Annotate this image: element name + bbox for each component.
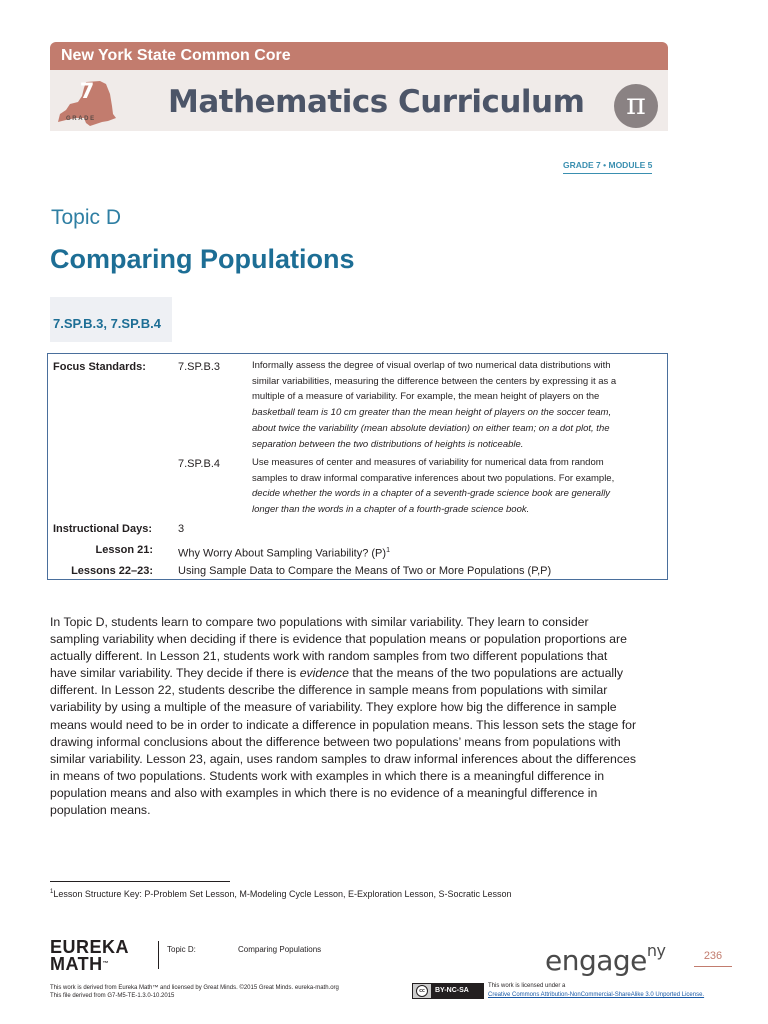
standard-description bbox=[252, 358, 662, 452]
footnote-mark: 1 bbox=[50, 889, 54, 895]
footer-divider bbox=[158, 941, 159, 969]
paragraph-line: population means. bbox=[50, 803, 151, 818]
instructional-days-label: Instructional Days: bbox=[53, 523, 153, 535]
logo-word: engage bbox=[545, 944, 647, 977]
paragraph-line: drawing informal conclusions about the difference between two populations’ means from populations with bbox=[50, 734, 621, 749]
grade-word: GRADE bbox=[66, 116, 96, 122]
desc-line: samples to draw informal comparative inferences about two populations. For example, bbox=[252, 472, 615, 484]
file-notice: This file derived from G7-M5-TE-1.3.0-10.2015 bbox=[50, 993, 175, 999]
logo-line bbox=[50, 956, 129, 973]
desc-line: similar variabilities, measuring the difference between the centers by expressing it as a bbox=[252, 375, 617, 387]
paragraph-line: have similar variability. They decide if there is evidence that the means of the two populations are actually bbox=[50, 666, 624, 681]
desc-line: longer than the words in a chapter of a fourth-grade science book. bbox=[252, 504, 530, 516]
engageny-logo bbox=[545, 940, 666, 977]
topic-title: Comparing Populations bbox=[50, 244, 355, 274]
instructional-days-value: 3 bbox=[178, 523, 185, 535]
footnote-ref: 1 bbox=[386, 547, 390, 554]
footnote bbox=[50, 889, 512, 899]
page-number: 236 bbox=[694, 950, 732, 967]
paragraph-line: means would need to be in order to indicate a difference in population means. This lesson sets the stage for bbox=[50, 717, 637, 732]
pi-icon: π bbox=[614, 84, 658, 128]
header-banner bbox=[50, 42, 668, 70]
logo-line: EUREKA bbox=[50, 937, 130, 957]
desc-line: decide whether the words in a chapter of a seventh-grade science book are generally bbox=[252, 488, 611, 500]
paragraph-line: in means of two populations. Students work with examples in which there is a meaningful difference in bbox=[50, 768, 605, 783]
topic-label: Topic D bbox=[51, 206, 122, 229]
focus-standards-table bbox=[47, 353, 668, 580]
lesson-label: Lessons 22–23: bbox=[71, 565, 153, 577]
desc-line: separation between the two distributions of heights is noticeable. bbox=[252, 438, 524, 450]
logo-sup: ny bbox=[646, 940, 666, 960]
footnote-text: Lesson Structure Key: P-Problem Set Lesson, M-Modeling Cycle Lesson, E-Exploration Lesson, S-Socratic Lesson bbox=[53, 889, 512, 899]
banner-title: New York State Common Core bbox=[61, 47, 291, 64]
topic-overview-paragraph bbox=[50, 614, 666, 819]
paragraph-line: different. In Lesson 22, students describe the difference in sample means from populations with similar bbox=[50, 683, 608, 698]
standard-code: 7.SP.B.4 bbox=[178, 458, 220, 470]
paragraph-line: sampling variability when deciding if there is evidence that population means or population proportions are bbox=[50, 632, 627, 647]
lesson-label: Lesson 21: bbox=[95, 544, 153, 556]
module-label: GRADE 7 • MODULE 5 bbox=[563, 160, 652, 174]
cc-badge-text: BY-NC-SA bbox=[431, 984, 483, 998]
footer-topic-title: Comparing Populations bbox=[238, 945, 322, 954]
lesson-title: Using Sample Data to Compare the Means of Two or More Populations (P,P) bbox=[178, 565, 552, 577]
grade-number: 7 bbox=[79, 79, 95, 103]
desc-line: about twice the variability (mean absolute deviation) on either team; on a dot plot, the bbox=[252, 422, 610, 434]
desc-line: multiple of a measure of variability. For example, the mean height of players on the bbox=[252, 391, 600, 403]
paragraph-line: variability by using a multiple of the measure of variability. They explore how big the difference in sample bbox=[50, 700, 617, 715]
license-intro: This work is licensed under a bbox=[488, 983, 566, 989]
lesson-title bbox=[178, 543, 390, 562]
paragraph-line: similar variability. Lesson 23, again, uses random samples to draw informal inferences about the differences bbox=[50, 751, 636, 766]
derived-notice: This work is derived from Eureka Math™ and licensed by Great Minds. ©2015 Great Minds. eureka-math.org bbox=[50, 985, 339, 991]
footer-topic-label: Topic D: bbox=[167, 945, 196, 954]
cc-icon: cc bbox=[416, 985, 428, 997]
license-link[interactable]: Creative Commons Attribution-NonCommercial-ShareAlike 3.0 Unported License. bbox=[488, 992, 705, 998]
curriculum-title: Mathematics Curriculum bbox=[168, 84, 585, 120]
focus-standards-label: Focus Standards: bbox=[53, 361, 146, 373]
lesson-title-text: Why Worry About Sampling Variability? (P) bbox=[178, 547, 387, 560]
standard-description bbox=[252, 455, 662, 518]
standards-code: 7.SP.B.3, 7.SP.B.4 bbox=[53, 316, 161, 331]
standard-code: 7.SP.B.3 bbox=[178, 361, 220, 373]
paragraph-line: actually different. In Lesson 21, students work with random samples from two different populations that bbox=[50, 649, 608, 664]
paragraph-line: In Topic D, students learn to compare two populations with similar variability. They learn to consider bbox=[50, 615, 589, 629]
eureka-math-logo bbox=[50, 939, 129, 973]
cc-license-badge[interactable] bbox=[412, 983, 484, 999]
footnote-rule bbox=[50, 881, 230, 882]
desc-line: Use measures of center and measures of variability for numerical data from random bbox=[252, 457, 604, 468]
paragraph-line: population means and also with examples in which there is no evidence of a meaningful difference in bbox=[50, 785, 598, 800]
trademark-mark: ™ bbox=[102, 961, 110, 967]
logo-word: MATH bbox=[50, 954, 103, 974]
desc-line: Informally assess the degree of visual overlap of two numerical data distributions with bbox=[252, 360, 611, 371]
desc-line: basketball team is 10 cm greater than the mean height of players on the soccer team, bbox=[252, 407, 612, 419]
